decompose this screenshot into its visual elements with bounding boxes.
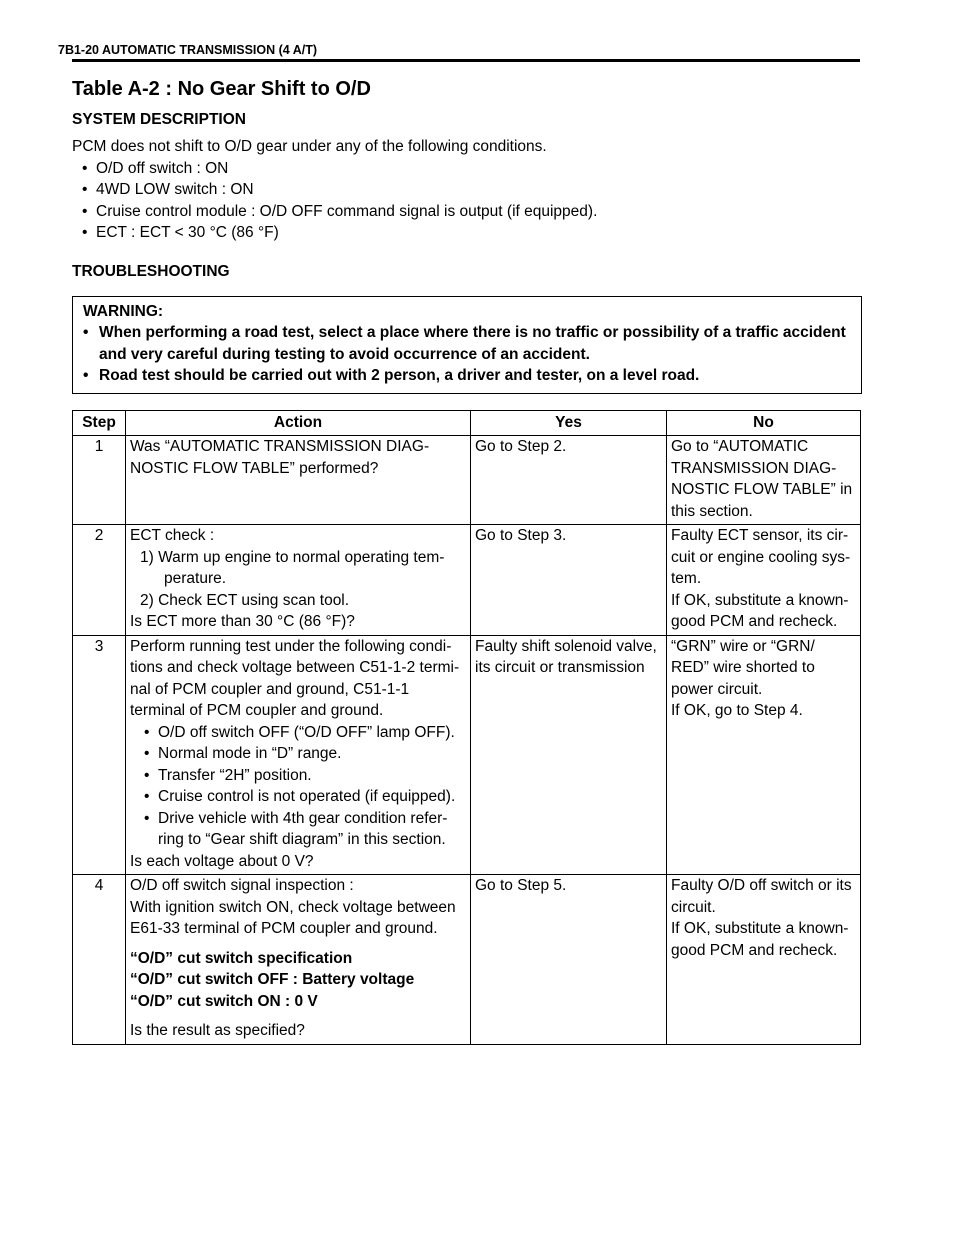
action-line: ECT check :	[130, 527, 215, 544]
specification-title: “O/D” cut switch specification	[130, 949, 353, 967]
action-cell	[126, 635, 471, 875]
specification-line: “O/D” cut switch ON : 0 V	[130, 992, 318, 1010]
action-question: Is each voltage about 0 V?	[130, 852, 314, 870]
yes-line: Go to Step 5.	[475, 877, 567, 894]
no-line: good PCM and recheck.	[671, 613, 838, 630]
warning-box	[72, 296, 862, 394]
yes-cell	[471, 875, 667, 1045]
system-description-intro: PCM does not shift to O/D gear under any of the following conditions.	[72, 138, 547, 155]
column-header-no: No	[667, 410, 861, 436]
action-question: Is the result as specified?	[130, 1022, 305, 1039]
list-item: • Cruise control module : O/D OFF command signal is output (if equipped).	[82, 201, 862, 223]
document-body	[72, 76, 862, 1045]
yes-cell	[471, 635, 667, 875]
action-bullet: • Cruise control is not operated (if equipped).	[130, 786, 466, 808]
specification-line: “O/D” cut switch OFF : Battery voltage	[130, 971, 415, 988]
troubleshooting-table	[72, 410, 861, 1045]
action-cell	[126, 436, 471, 525]
yes-line: Go to Step 2.	[475, 438, 567, 455]
system-description-heading: SYSTEM DESCRIPTION	[72, 111, 246, 128]
action-line: Perform running test under the following condi-	[130, 637, 452, 655]
no-line: NOSTIC FLOW TABLE” in	[671, 481, 853, 498]
no-line: TRANSMISSION DIAG-	[671, 459, 837, 477]
no-line: power circuit.	[671, 680, 763, 698]
table-row	[73, 436, 861, 525]
no-line: Go to “AUTOMATIC	[671, 438, 809, 455]
yes-cell	[471, 525, 667, 636]
action-substep: 1) Warm up engine to normal operating tem-	[140, 548, 445, 566]
yes-cell	[471, 436, 667, 525]
no-line: good PCM and recheck.	[671, 941, 838, 959]
no-line: cuit or engine cooling sys-	[671, 548, 851, 566]
list-item: • ECT : ECT < 30 °C (86 °F)	[82, 222, 862, 244]
action-line: tions and check voltage between C51-1-2 termi-	[130, 659, 460, 676]
warning-item: • Road test should be carried out with 2 person, a driver and tester, on a level road.	[83, 365, 851, 387]
no-line: circuit.	[671, 898, 716, 916]
no-line: this section.	[671, 502, 753, 520]
no-cell	[667, 525, 861, 636]
action-line: O/D off switch signal inspection :	[130, 877, 354, 894]
no-line: If OK, go to Step 4.	[671, 702, 803, 719]
action-line: NOSTIC FLOW TABLE” performed?	[130, 459, 379, 477]
page-header	[58, 42, 860, 62]
action-bullet: • Normal mode in “D” range.	[130, 743, 466, 765]
page-title: Table A-2 : No Gear Shift to O/D	[72, 78, 371, 100]
step-number: 4	[73, 875, 126, 1045]
action-bullet: • Drive vehicle with 4th gear condition refer-	[130, 808, 466, 830]
list-item: • 4WD LOW switch : ON	[82, 179, 862, 201]
column-header-yes: Yes	[471, 410, 667, 436]
action-line: nal of PCM coupler and ground, C51-1-1	[130, 680, 410, 698]
action-cell	[126, 875, 471, 1045]
no-line: RED” wire shorted to	[671, 659, 815, 676]
table-row	[73, 635, 861, 875]
warning-item: • When performing a road test, select a place where there is no traffic or possibility of a traffic accident and very careful during testing to avoid occurrence of an accident.	[83, 322, 851, 365]
column-header-step: Step	[73, 410, 126, 436]
action-line: E61-33 terminal of PCM coupler and ground.	[130, 920, 438, 937]
action-bullet: • O/D off switch OFF (“O/D OFF” lamp OFF).	[130, 722, 466, 744]
table-row	[73, 525, 861, 636]
step-number: 1	[73, 436, 126, 525]
action-cell	[126, 525, 471, 636]
yes-line: its circuit or transmission	[475, 659, 645, 676]
yes-line: Go to Step 3.	[475, 527, 567, 544]
list-item: • O/D off switch : ON	[82, 158, 862, 180]
step-number: 3	[73, 635, 126, 875]
action-substep: perature.	[164, 570, 227, 587]
page-header-text: 7B1-20 AUTOMATIC TRANSMISSION (4 A/T)	[58, 43, 318, 57]
troubleshooting-heading: TROUBLESHOOTING	[72, 262, 230, 280]
no-cell	[667, 875, 861, 1045]
warning-list	[83, 322, 851, 387]
action-line: Was “AUTOMATIC TRANSMISSION DIAG-	[130, 438, 430, 455]
column-header-action: Action	[126, 410, 471, 436]
no-line: tem.	[671, 570, 702, 587]
table-header-row	[73, 410, 861, 436]
no-line: “GRN” wire or “GRN/	[671, 637, 815, 655]
no-line: If OK, substitute a known-	[671, 591, 849, 609]
no-line: If OK, substitute a known-	[671, 920, 849, 937]
no-line: Faulty O/D off switch or its	[671, 877, 852, 894]
no-line: Faulty ECT sensor, its cir-	[671, 527, 849, 544]
warning-label: WARNING:	[83, 302, 164, 320]
yes-line: Faulty shift solenoid valve,	[475, 637, 657, 655]
no-cell	[667, 436, 861, 525]
table-row	[73, 875, 861, 1045]
action-question: Is ECT more than 30 °C (86 °F)?	[130, 613, 355, 630]
action-bullet: • Transfer “2H” position.	[130, 765, 466, 787]
action-substep: 2) Check ECT using scan tool.	[140, 591, 350, 609]
step-number: 2	[73, 525, 126, 636]
action-line: With ignition switch ON, check voltage between	[130, 898, 456, 916]
no-cell	[667, 635, 861, 875]
action-line: terminal of PCM coupler and ground.	[130, 702, 384, 719]
condition-list	[82, 158, 862, 244]
action-bullet-continued: ring to “Gear shift diagram” in this section.	[158, 831, 446, 848]
